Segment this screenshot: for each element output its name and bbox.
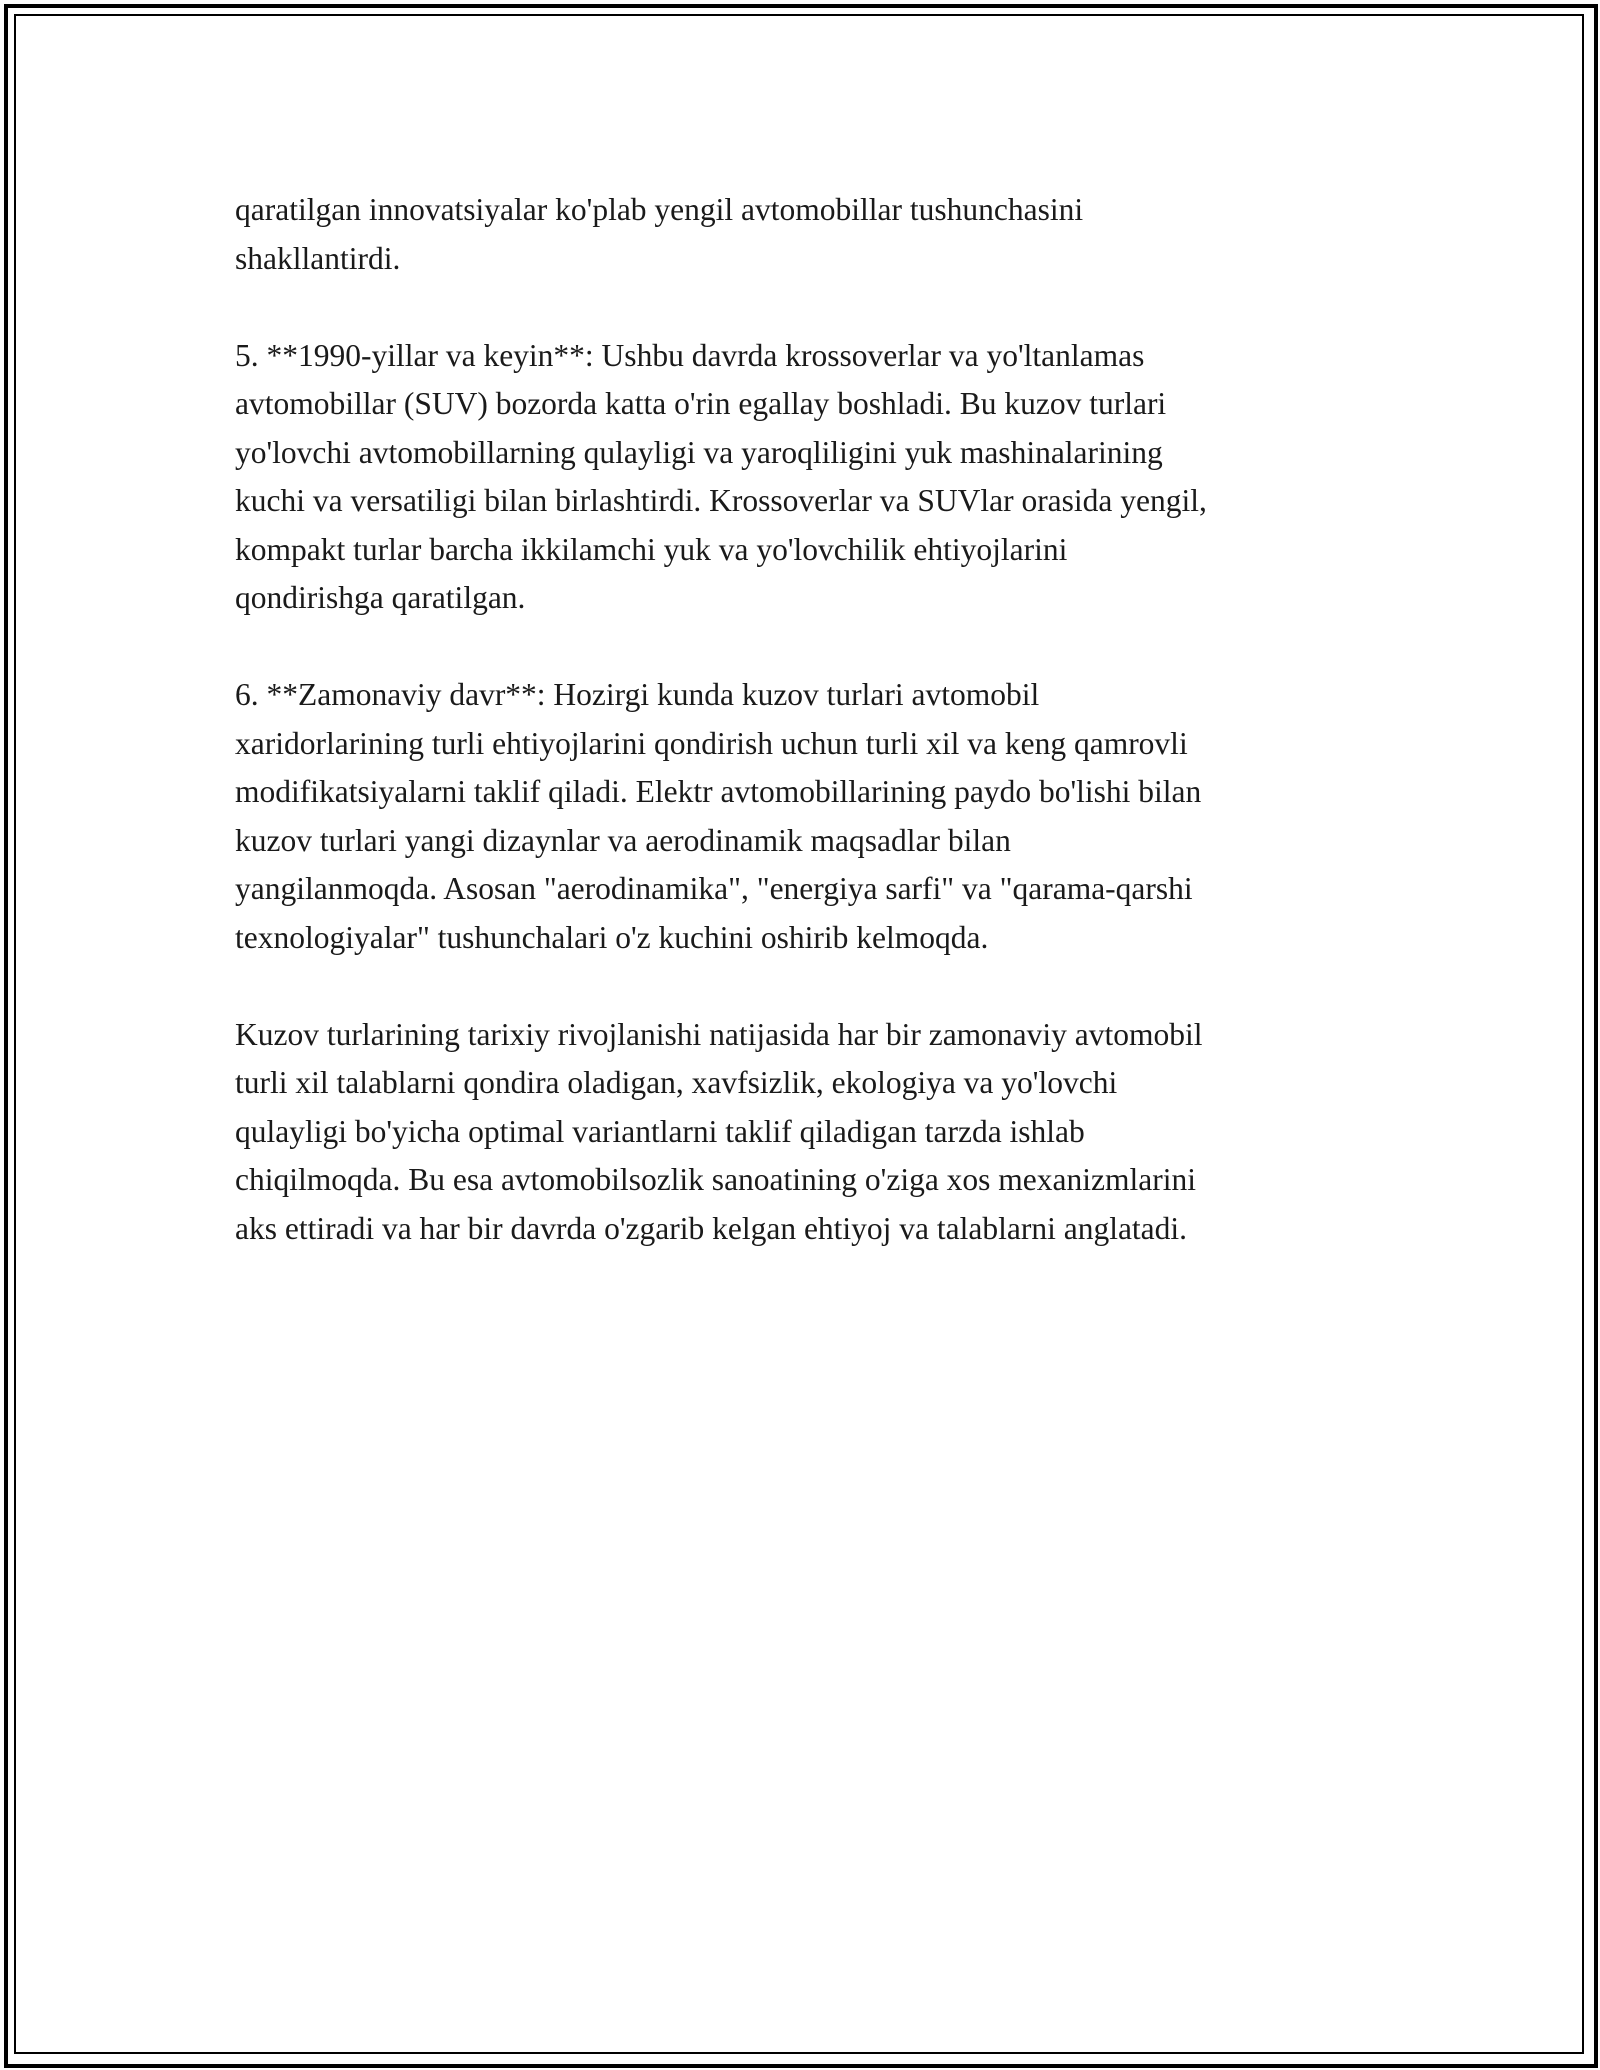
paragraph-conclusion: Kuzov turlarining tarixiy rivojlanishi natijasida har bir zamonaviy avtomobil turli xil talablarni qondira oladigan, xavfsizlik, ekologiya va yo'lovchi qulayligi bo'yicha optimal variantlarni taklif qiladigan tarzda ishlab chiqilmoqda. Bu esa avtomobilsozlik sanoatining o'ziga xos mexanizmlarini aks ettiradi va har bir davrda o'zgarib kelgan ehtiyoj va talablarni anglatadi. [235, 1016, 1203, 1246]
paragraph-continuation: qaratilgan innovatsiyalar ko'plab yengil avtomobillar tushunchasini shakllantirdi. [235, 192, 1084, 276]
document-body [235, 186, 1375, 1302]
paragraph-item-5: 5. **1990-yillar va keyin**: Ushbu davrda krossoverlar va yo'ltanlamas avtomobillar (SUV) bozorda katta o'rin egallay boshladi. Bu kuzov turlari yo'lovchi avtomobillarning qulayligi va yaroqliligini yuk mashinalarining kuchi va versatiligi bilan birlashtirdi. Krossoverlar va SUVlar orasida yengil, kompakt turlar barcha ikkilamchi yuk va yo'lovchilik ehtiyojlarini qondirishga qaratilgan. [235, 337, 1207, 615]
paragraph-item-6: 6. **Zamonaviy davr**: Hozirgi kunda kuzov turlari avtomobil xaridorlarining turli ehtiyojlarini qondirish uchun turli xil va keng qamrovli modifikatsiyalarni taklif qiladi. Elektr avtomobillarining paydo bo'lishi bilan kuzov turlari yangi dizaynlar va aerodinamik maqsadlar bilan yangilanmoqda. Asosan "aerodinamika", "energiya sarfi" va "qarama-qarshi texnologiyalar" tushunchalari o'z kuchini oshirib kelmoqda. [235, 677, 1202, 955]
